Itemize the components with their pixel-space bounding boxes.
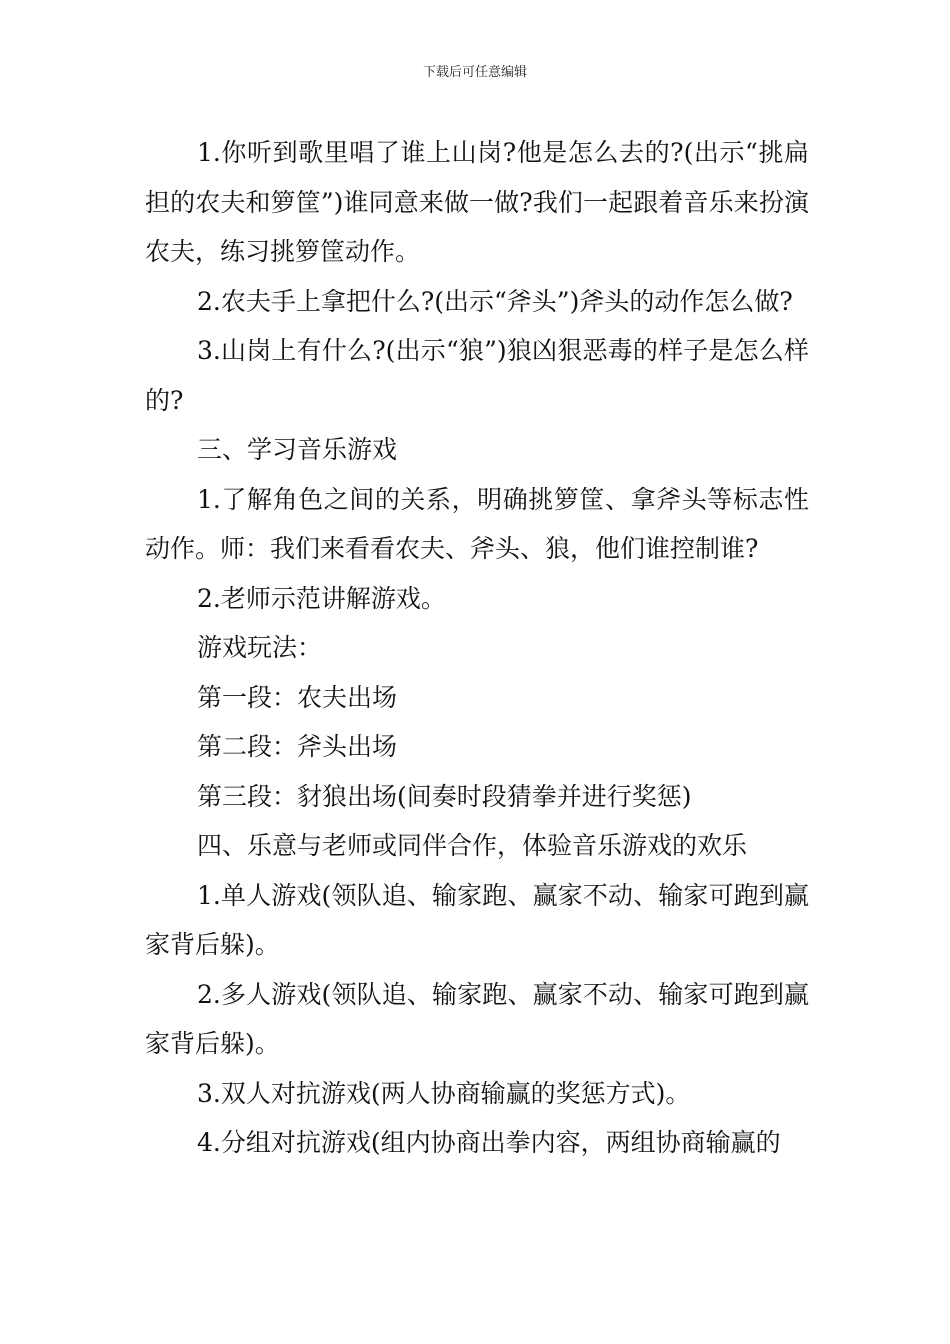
paragraph-1: 1.你听到歌里唱了谁上山岗?他是怎么去的?(出示“挑扁担的农夫和箩筐”)谁同意来做一做?我们一起跟着音乐来扮演农夫，练习挑箩筐动作。 — [145, 138, 809, 266]
paragraph-3: 3.山岗上有什么?(出示“狼”)狼凶狠恶毒的样子是怎么样的? — [145, 336, 809, 415]
paragraph-9: 4.分组对抗游戏(组内协商出拳内容，两组协商输赢的 — [197, 1128, 781, 1157]
game-rules-label: 游戏玩法： — [197, 633, 323, 662]
page-header: 下载后可任意编辑 — [422, 65, 527, 80]
paragraph-4: 1.了解角色之间的关系，明确挑箩筐、拿斧头等标志性动作。师：我们来看看农夫、斧头、狼，他们谁控制谁? — [145, 484, 809, 563]
paragraph-5: 2.老师示范讲解游戏。 — [197, 583, 446, 613]
paragraph-6: 1.单人游戏(领队追、输家跑、赢家不动、输家可跑到赢家背后躲)。 — [145, 880, 809, 959]
game-stage-1: 第一段：农夫出场 — [197, 682, 398, 712]
document-body — [145, 128, 809, 1168]
section-heading-4: 四、乐意与老师或同伴合作，体验音乐游戏的欢乐 — [197, 831, 748, 860]
paragraph-7: 2.多人游戏(领队追、输家跑、赢家不动、输家可跑到赢家背后躲)。 — [145, 979, 809, 1058]
paragraph-2: 2.农夫手上拿把什么?(出示“斧头”)斧头的动作怎么做? — [197, 286, 793, 316]
game-stage-3: 第三段：豺狼出场(间奏时段猜拳并进行奖惩) — [197, 781, 692, 811]
game-stage-2: 第二段：斧头出场 — [197, 732, 398, 761]
paragraph-8: 3.双人对抗游戏(两人协商输赢的奖惩方式)。 — [197, 1078, 691, 1108]
section-heading-3: 三、学习音乐游戏 — [197, 435, 398, 464]
